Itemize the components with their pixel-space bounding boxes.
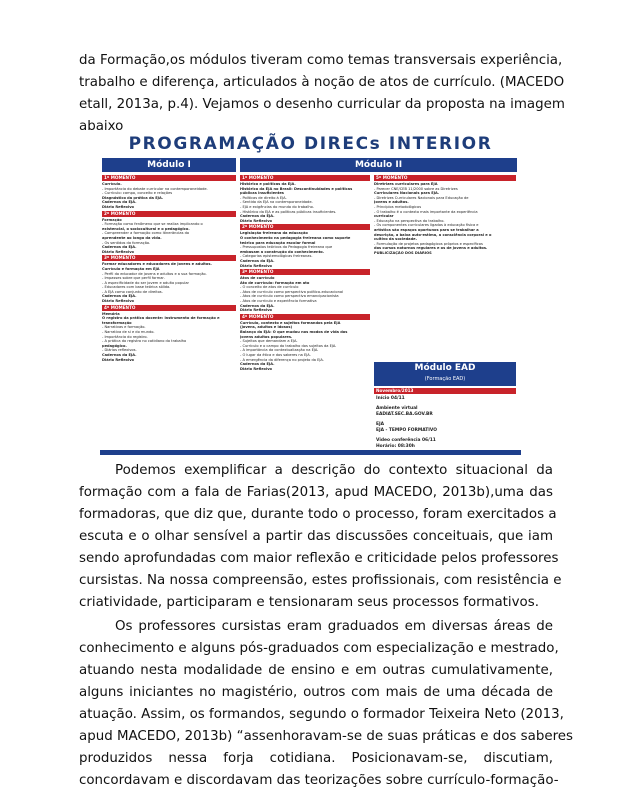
- figure-bottom-bar: [100, 450, 521, 455]
- moment-item: - Diretrizes Curriculares Nacionais para Educação de: [374, 195, 469, 200]
- moment-item: - Formação como fenômeno que se realiza implicando o: [102, 222, 203, 227]
- moment-item: - A especificidade do ser jovem e adulto popular: [102, 280, 190, 285]
- moment-item: - Impasses sobre que perfil formar.: [102, 276, 165, 281]
- paragraph-intro: [79, 50, 565, 138]
- text-line: apud MACEDO, 2013b) “assenhoravam-se de suas práticas e dos saberes: [79, 729, 573, 744]
- moment-item: Diagnóstico da prática da EJA.: [102, 195, 164, 200]
- moment-item: - Atos de currículo como perspectiva emancipacionista: [240, 294, 339, 299]
- moment-item: transformação: [102, 320, 132, 325]
- text-line: produzidos nessa forja cotidiana. Posicionavam-se, discutiam,: [79, 751, 553, 766]
- moment-item: Histórico e políticas da EJA.: [240, 182, 296, 186]
- moment-item: - Narrativas e formação.: [102, 325, 146, 330]
- curriculum-figure: [100, 134, 521, 456]
- ead-line: EJA: [376, 422, 385, 427]
- paragraph-teachers: [79, 616, 573, 792]
- moment-item: Atos de currículo: [240, 276, 275, 281]
- moment-item: (jovens, adultos e idosos): [240, 325, 293, 330]
- moment-item: - A importância da contextualização na EJA.: [240, 348, 319, 353]
- moment-item: Diário Reflexivo: [240, 218, 273, 223]
- text-line: etall, 2013a, p.4). Vejamos o desenho curricular da proposta na imagem: [79, 97, 565, 112]
- ead-module-box: [374, 362, 516, 386]
- text-line: atuando nesta modalidade de ensino e em outras cumulativamente,: [79, 663, 553, 678]
- moment-banner: 4º MOMENTO: [102, 305, 236, 311]
- moment-item: Diário Reflexivo: [240, 366, 273, 371]
- moment-item: públicas insuficientes: [240, 191, 284, 196]
- moment-item: Currículo e formação em EJA: [102, 266, 160, 271]
- text-line: formação com a fala de Farias(2013, apud MACEDO, 2013b),uma das: [79, 485, 553, 500]
- moment-item: - Importância do debate curricular na contemporaneidade.: [102, 186, 208, 191]
- moment-item: - Compreender a formação como itinerâncias do: [102, 231, 190, 236]
- text-line: formadoras, que diz que, durante todo o processo, foram exercitados a: [79, 507, 557, 522]
- moment-item: Legislação freireana da educação: [240, 231, 308, 236]
- text-line: atuação. Assim, os formandos, segundo o formador Teixeira Neto (2013,: [79, 707, 564, 722]
- moment-banner: 3º MOMENTO: [240, 269, 370, 275]
- moment-item: Currículo, contexto e sujeitos formandos pela EJA: [240, 320, 341, 325]
- moment-item: Formação: [102, 217, 122, 222]
- ead-subtitle: (Formação EAD): [424, 376, 466, 382]
- moment-item: - Formulação de projetos pedagógicos próprios e específicos: [374, 241, 483, 246]
- moment-item: artística são espaços oportunos para se trabalhar a: [374, 227, 479, 232]
- ead-info: [376, 396, 516, 450]
- moment-item: cultivo da sociedade.: [374, 237, 417, 242]
- ead-line: Início 04/11: [376, 396, 405, 401]
- module-1-header: Módulo I: [102, 158, 236, 172]
- moment-item: curricular: [374, 214, 394, 219]
- moment-item: - Atos de currículo e experiência formativa: [240, 299, 317, 304]
- module-1-column: [102, 174, 236, 362]
- moment-item: - Princípios metodológicos: [374, 204, 422, 209]
- moment-item: - O lugar da ética e dos saberes na EJA.: [240, 353, 311, 357]
- moment-item: - Currículo: campo, conceito e relações: [102, 191, 173, 196]
- moment-item: pedagógico.: [102, 343, 127, 348]
- moment-item: - Narrativa de si e do mundo.: [102, 330, 155, 335]
- moment-item: Cadernos da EJA.: [102, 200, 137, 205]
- moment-item: Cadernos da EJA.: [240, 303, 275, 308]
- moment-banner: 3º MOMENTO: [102, 255, 236, 261]
- moment-item: - Perfil do educador de jovens e adultos e a sua formação.: [102, 271, 207, 276]
- moment-item: - Os componentes curriculares ligados à educação física e: [374, 223, 479, 228]
- ead-line: Video conferência 06/11: [376, 438, 436, 443]
- text-line: Os professores cursistas eram graduados em diversas áreas de: [115, 619, 553, 634]
- moment-item: Diário Reflexivo: [240, 308, 273, 313]
- moment-item: PUBLICIZAÇÃO DOS DIÁRIOS: [374, 250, 432, 255]
- moment-item: aprendente ao longo da vida.: [102, 235, 162, 240]
- moment-item: - Sujeitos que demandam a EJA.: [240, 339, 298, 344]
- moment-item: Cadernos da EJA.: [102, 294, 137, 299]
- text-line: trabalho e diferença, articulados à noção de atos de currículo. (MACEDO: [79, 75, 565, 90]
- moment-item: - Pressupostos teóricos da Pedagogia freireana que: [240, 245, 333, 250]
- moment-item: Cadernos da EJA.: [240, 214, 275, 219]
- ead-line: EADIAT.SEC.BA.GOV.BR: [376, 412, 433, 417]
- moment-item: - Atos de currículo como perspectiva político-educacional: [240, 289, 344, 294]
- text-line: criatividade, participaram e tensionaram seus processos formativos.: [79, 595, 539, 610]
- moment-banner: 1º MOMENTO: [240, 175, 370, 181]
- moment-item: - Os sentidos da formação.: [102, 240, 151, 245]
- module-2-header: Módulo II: [240, 158, 517, 172]
- moment-banner: 2º MOMENTO: [240, 224, 370, 230]
- module-2-column-a: [240, 174, 370, 371]
- text-line: cursistas. Na nossa compreensão, estes profissionais, com resistência e: [79, 573, 562, 588]
- moment-item: Diário Reflexivo: [240, 263, 273, 268]
- moment-item: Cadernos da EJA.: [240, 362, 275, 367]
- moment-item: - EJA e exigências do mundo do trabalho.: [240, 204, 314, 209]
- moment-banner: 5º MOMENTO: [374, 175, 516, 181]
- moment-item: O conhecimento na pedagogia freireana como suporte: [240, 235, 351, 240]
- text-line: Podemos exemplificar a descrição do contexto situacional da: [115, 463, 553, 478]
- text-line: alguns iniciantes no magistério, outros com mais de uma década de: [79, 685, 553, 700]
- moment-item: Ato de currículo: formação em ato: [240, 280, 310, 285]
- text-line: concordavam e discordavam das teorizações sobre currículo-formação-: [79, 773, 559, 788]
- figure-title: PROGRAMAÇÃO DIRECs INTERIOR: [128, 134, 493, 154]
- ead-month-banner: Novembro/2013: [374, 388, 516, 394]
- moment-item: Balanço da EJA: O que mudou nos modos de vida dos: [240, 330, 348, 335]
- moment-item: dos cursos noturnos regulares e os de jovens e adultos.: [374, 246, 488, 251]
- moment-item: Diário Reflexivo: [102, 204, 135, 209]
- ead-line: Horário: 08:30h: [376, 444, 415, 449]
- moment-item: existencial, o sociocultural e o pedagógico.: [102, 226, 190, 231]
- moment-item: Curriculares Nacionais para EJA.: [374, 191, 440, 196]
- text-line: abaixo: [79, 119, 124, 134]
- moment-item: teórico para educação escolar formal: [240, 240, 316, 245]
- moment-item: - Categorias epistemológicas freireanas.: [240, 254, 313, 259]
- moment-item: - A EJA como conjunto de direitos.: [102, 289, 163, 294]
- moment-item: Memória: [102, 311, 120, 316]
- moment-item: Cadernos da EJA.: [102, 353, 137, 357]
- moment-item: - A prática do registro no cotidiano do trabalho: [102, 339, 187, 344]
- paragraph-context: [79, 460, 562, 614]
- moment-item: Histórico da EJA no Brasil: Descontinuidades e políticas: [240, 186, 353, 191]
- moment-item: Diário Reflexivo: [102, 249, 135, 254]
- moment-item: O registro da prática docente: instrumento de formação e: [102, 316, 220, 321]
- moment-item: - O trabalho é o contexto mais importante da experiência: [374, 209, 478, 214]
- moment-item: Formar educadores e educadores de jovens e adultos.: [102, 262, 212, 267]
- moment-item: - Importância do registro.: [102, 334, 148, 339]
- moment-item: - Currículo e o campo do trabalho dos sujeitos da EJA.: [240, 343, 337, 348]
- moment-item: - Educadores com base teórica sólida.: [102, 285, 171, 290]
- moment-banner: 4º MOMENTO: [240, 314, 370, 320]
- text-line: sendo aprofundadas com maior reflexão e criticidade pelos professores: [79, 551, 559, 566]
- moment-item: Cadernos da EJA.: [240, 258, 275, 263]
- moment-item: embasam a construção do conhecimento.: [240, 249, 325, 254]
- text-line: da Formação,os módulos tiveram como temas transversais experiência,: [79, 53, 563, 68]
- moment-item: - Políticas de direito à EJA.: [240, 195, 287, 200]
- moment-item: - A emergência da diferença no projeto da EJA.: [240, 357, 324, 362]
- moment-item: Currículo.: [102, 182, 122, 186]
- moment-banner: 2º MOMENTO: [102, 211, 236, 217]
- moment-item: jovens adultos populares.: [240, 334, 293, 339]
- moment-item: descrição, a baixa auto-estima, a consciência corporal e o: [374, 232, 492, 237]
- moment-item: - Diários reflexivos.: [102, 348, 137, 353]
- moment-item: - Histórico da EJA e as políticas públicas insuficientes.: [240, 209, 337, 214]
- text-line: escuta e o olhar sensível a partir das discussões conceituais, que iam: [79, 529, 553, 544]
- moment-item: Jovens e adultos.: [374, 200, 409, 205]
- moment-item: Diário Reflexivo: [102, 357, 135, 362]
- moment-item: Cadernos da EJA.: [102, 245, 137, 250]
- ead-title: Módulo EAD: [414, 363, 476, 373]
- ead-line: Ambiente virtual: [376, 406, 418, 411]
- moment-item: Diário Reflexivo: [102, 299, 135, 304]
- text-line: conhecimento e alguns pós-graduados com especialização e mestrado,: [79, 641, 559, 656]
- module-2-column-b: [374, 174, 516, 256]
- moment-item: - Educação na perspectiva do trabalho.: [374, 218, 445, 223]
- ead-line: EJA - TEMPO FORMATIVO: [376, 428, 437, 433]
- moment-item: - Sentido da EJA na contemporaneidade.: [240, 200, 313, 205]
- moment-item: Diretrizes curriculares para EJA: [374, 182, 438, 186]
- moment-banner: 1º MOMENTO: [102, 175, 236, 181]
- moment-item: - Parecer CNE/CEB 11/2000 sobre as Diretrizes: [374, 186, 458, 191]
- moment-item: - O conceito de atos de currículo: [240, 285, 299, 290]
